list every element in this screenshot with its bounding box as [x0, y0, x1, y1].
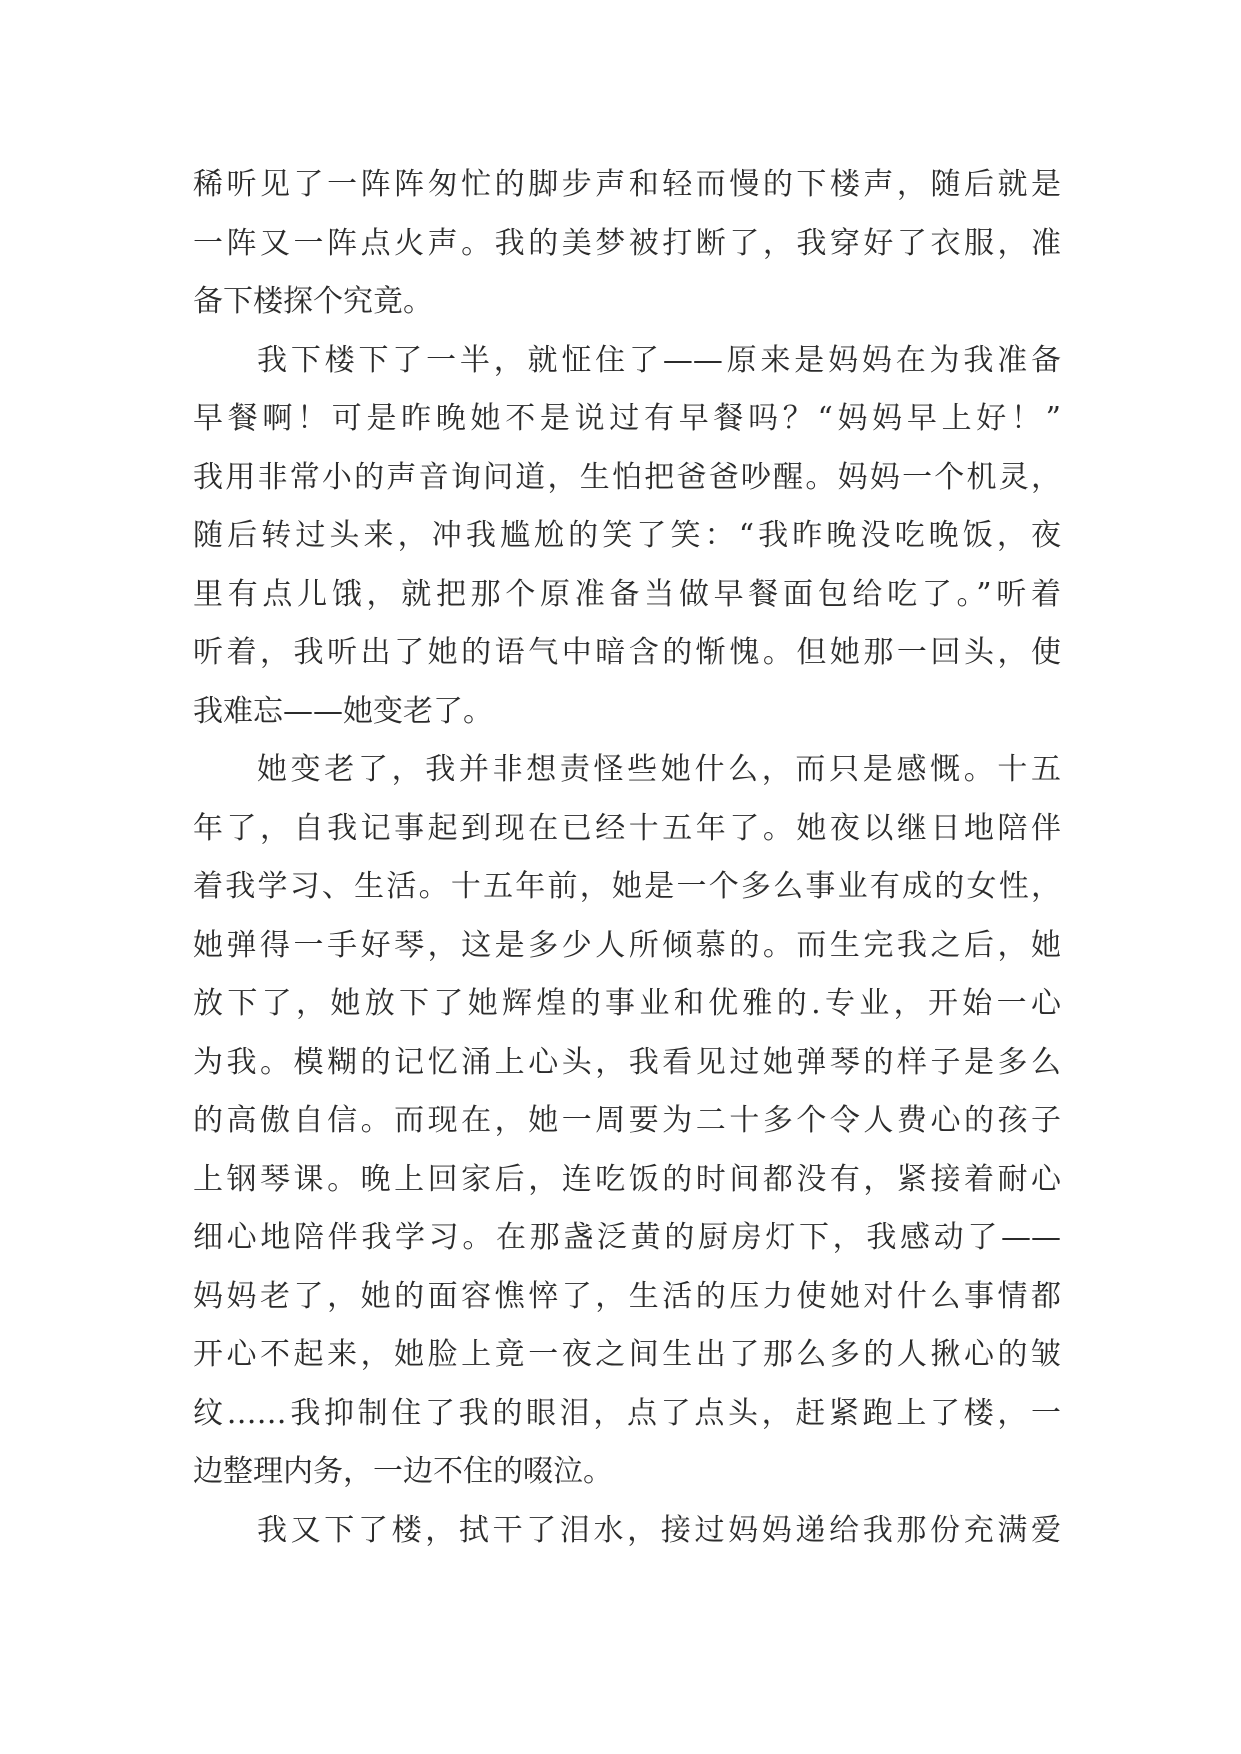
- paragraph-first-line: 我又下了楼，拭干了泪水，接过妈妈递给我那份充满爱: [257, 1512, 1061, 1548]
- text-line: 开心不起来，她脸上竟一夜之间生出了那么多的人揪心的皱: [193, 1337, 1061, 1372]
- text-line: 我难忘——她变老了。: [193, 693, 493, 729]
- text-line: 稀听见了一阵阵匆忙的脚步声和轻而慢的下楼声，随后就是: [193, 167, 1061, 202]
- text-line: 年了，自我记事起到现在已经十五年了。她夜以继日地陪伴: [193, 810, 1061, 846]
- text-line: 纹……我抑制住了我的眼泪，点了点头，赶紧跑上了楼，一: [193, 1395, 1061, 1431]
- text-line: 她弹得一手好琴，这是多少人所倾慕的。而生完我之后，她: [193, 927, 1061, 963]
- paragraph-first-line: 我下楼下了一半，就怔住了——原来是妈妈在为我准备: [257, 342, 1061, 378]
- text-line: 着我学习、生活。十五年前，她是一个多么事业有成的女性，: [193, 869, 1061, 904]
- text-line: 为我。模糊的记忆涌上心头，我看见过她弹琴的样子是多么: [193, 1044, 1061, 1080]
- text-line: 细心地陪伴我学习。在那盏泛黄的厨房灯下，我感动了——: [193, 1220, 1061, 1255]
- text-line: 放下了，她放下了她辉煌的事业和优雅的.专业，开始一心: [193, 986, 1061, 1021]
- paragraph-first-line: 她变老了，我并非想责怪些她什么，而只是感慨。十五: [257, 752, 1061, 787]
- text-line: 随后转过头来，冲我尴尬的笑了笑：“我昨晚没吃晚饭，夜: [193, 518, 1061, 553]
- text-line: 边整理内务，一边不住的啜泣。: [193, 1454, 613, 1489]
- essay-text: [193, 156, 1061, 1560]
- text-line: 里有点儿饿，就把那个原准备当做早餐面包给吃了。”听着: [193, 576, 1061, 612]
- text-line: 听着，我听出了她的语气中暗含的惭愧。但她那一回头，使: [193, 635, 1061, 670]
- text-line: 备下楼探个究竟。: [193, 284, 433, 319]
- text-line: 妈妈老了，她的面容憔悴了，生活的压力使她对什么事情都: [193, 1278, 1061, 1314]
- text-line: 我用非常小的声音询问道，生怕把爸爸吵醒。妈妈一个机灵，: [193, 459, 1061, 495]
- text-line: 的高傲自信。而现在，她一周要为二十多个令人费心的孩子: [193, 1103, 1061, 1138]
- text-line: 早餐啊！可是昨晚她不是说过有早餐吗？“妈妈早上好！”: [193, 401, 1061, 436]
- text-line: 上钢琴课。晚上回家后，连吃饭的时间都没有，紧接着耐心: [193, 1161, 1061, 1197]
- text-line: 一阵又一阵点火声。我的美梦被打断了，我穿好了衣服，准: [193, 225, 1061, 261]
